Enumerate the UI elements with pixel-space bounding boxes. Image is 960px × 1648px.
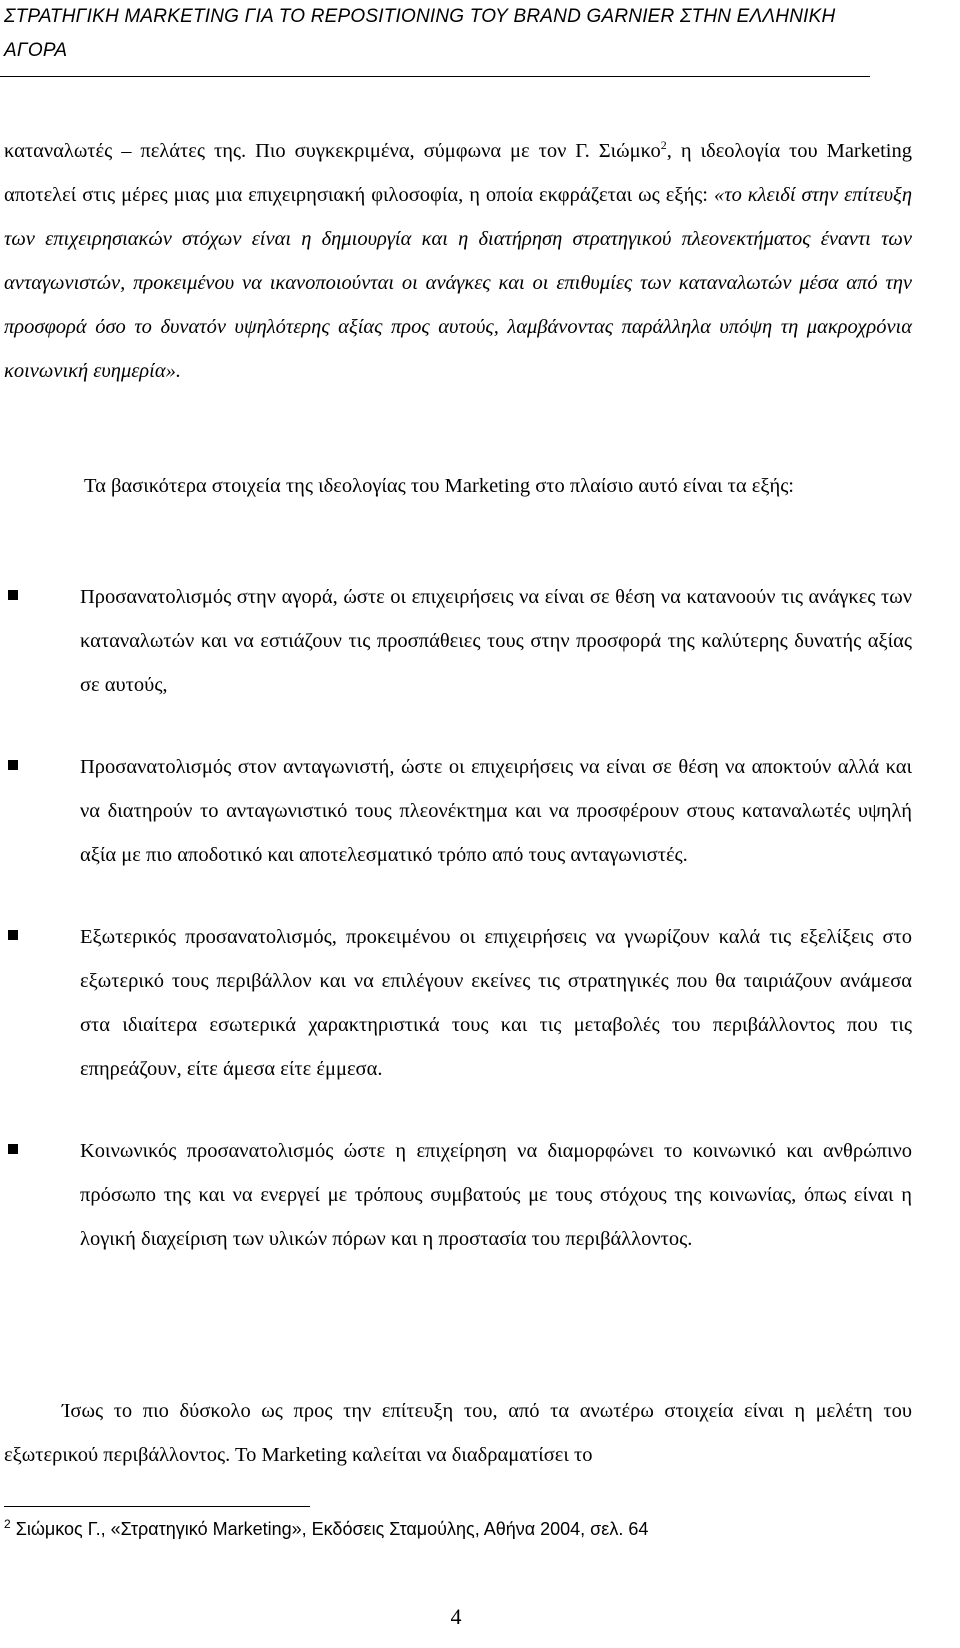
footnote-number: 2 [4,1517,11,1531]
list-item-text: Προσανατολισμός στην αγορά, ώστε οι επιχειρήσεις να είναι σε θέση να κατανοούν τις ανάγκες των καταναλωτών και να εστιάζουν τις προσπάθειες τους στην προσφορά της καλύτερης δυνατής αξίας σε αυτούς, [80,586,912,696]
footnote [4,1518,904,1540]
list-item [0,745,912,877]
ideology-elements-list [0,575,960,1299]
footnote-reference: 2 [660,138,667,153]
paragraph1-middle: , η ιδεολογία του Marketing αποτελεί στις μέρες μιας μια επιχειρησιακή φιλοσοφία, η οποία εκφράζεται ως εξής: [4,140,912,206]
footnote-text: Σιώμκος Γ., «Στρατηγικό Marketing», Εκδόσεις Σταμούλης, Αθήνα 2004, σελ. 64 [10,1519,649,1539]
header-title: ΣΤΡΑΤΗΓΙΚΗ MARKETING ΓΙΑ ΤΟ REPOSITIONING ΤΟΥ BRAND GARNIER ΣΤΗΝ ΕΛΛΗΝΙΚΗ ΑΓΟΡΑ [4,6,836,61]
header-rule [0,76,870,77]
square-bullet-icon [8,590,18,600]
list-item [0,575,912,707]
paragraph1-lead: καταναλωτές – πελάτες της. Πιο συγκεκριμένα, σύμφωνα με τον Γ. Σιώμκο [4,140,661,162]
list-item-text: Εξωτερικός προσανατολισμός, προκειμένου οι επιχειρήσεις να γνωρίζουν καλά τις εξελίξεις στο εξωτερικό τους περιβάλλον και να επιλέγουν εκείνες τις στρατηγικές που θα ταιριάζουν ανάμεσα στα ιδιαίτερα εσωτερικά χαρακτηριστικά τους και τις μεταβολές του περιβάλλοντος που τις επηρεάζουν, είτε άμεσα είτε έμμεσα. [80,926,912,1080]
paragraph-siomkos-definition [4,129,912,393]
square-bullet-icon [8,760,18,770]
page-number: 4 [450,1604,462,1629]
running-header [4,0,854,68]
square-bullet-icon [8,930,18,940]
list-item-text: Προσανατολισμός στον ανταγωνιστή, ώστε οι επιχειρήσεις να είναι σε θέση να αποκτούν αλλά και να διατηρούν το ανταγωνιστικό τους πλεονέκτημα και να προσφέρουν στους καταναλωτές υψηλή αξία με πιο αποδοτικό και αποτελεσματικό τρόπο από τους ανταγωνιστές. [80,756,912,866]
paragraph-ideology-elements-intro: Τα βασικότερα στοιχεία της ιδεολογίας του Marketing στο πλαίσιο αυτό είναι τα εξής: [84,475,795,497]
list-item-text: Κοινωνικός προσανατολισμός ώστε η επιχείρηση να διαμορφώνει το κοινωνικό και ανθρώπινο πρόσωπο της και να ενεργεί με τρόπους συμβατούς με τους στόχους της κοινωνίας, όπως είναι η λογική διαχείριση των υλικών πόρων και η προστασία του περιβάλλοντος. [80,1140,912,1250]
square-bullet-icon [8,1144,18,1154]
marketing-ideology-quote: «το κλειδί στην επίτευξη των επιχειρησιακών στόχων είναι η δημιουργία και η διατήρηση στρατηγικού πλεονεκτήματος έναντι των ανταγωνιστών, προκειμένου να ικανοποιούνται οι ανάγκες και οι επιθυμίες των καταναλωτών μέσα από την προσφορά όσο το δυνατόν υψηλότερης αξίας προς αυτούς, λαμβάνοντας παράλληλα υπόψη τη μακροχρόνια κοινωνική ευημερία». [4,184,912,382]
list-item [0,1129,912,1261]
list-item [0,915,912,1091]
paragraph-external-environment: Ίσως το πιο δύσκολο ως προς την επίτευξη του, από τα ανωτέρω στοιχεία είναι η μελέτη του εξωτερικού περιβάλλοντος. Το Marketing καλείται να διαδραματίσει το [4,1400,912,1466]
footnote-separator [4,1506,310,1507]
